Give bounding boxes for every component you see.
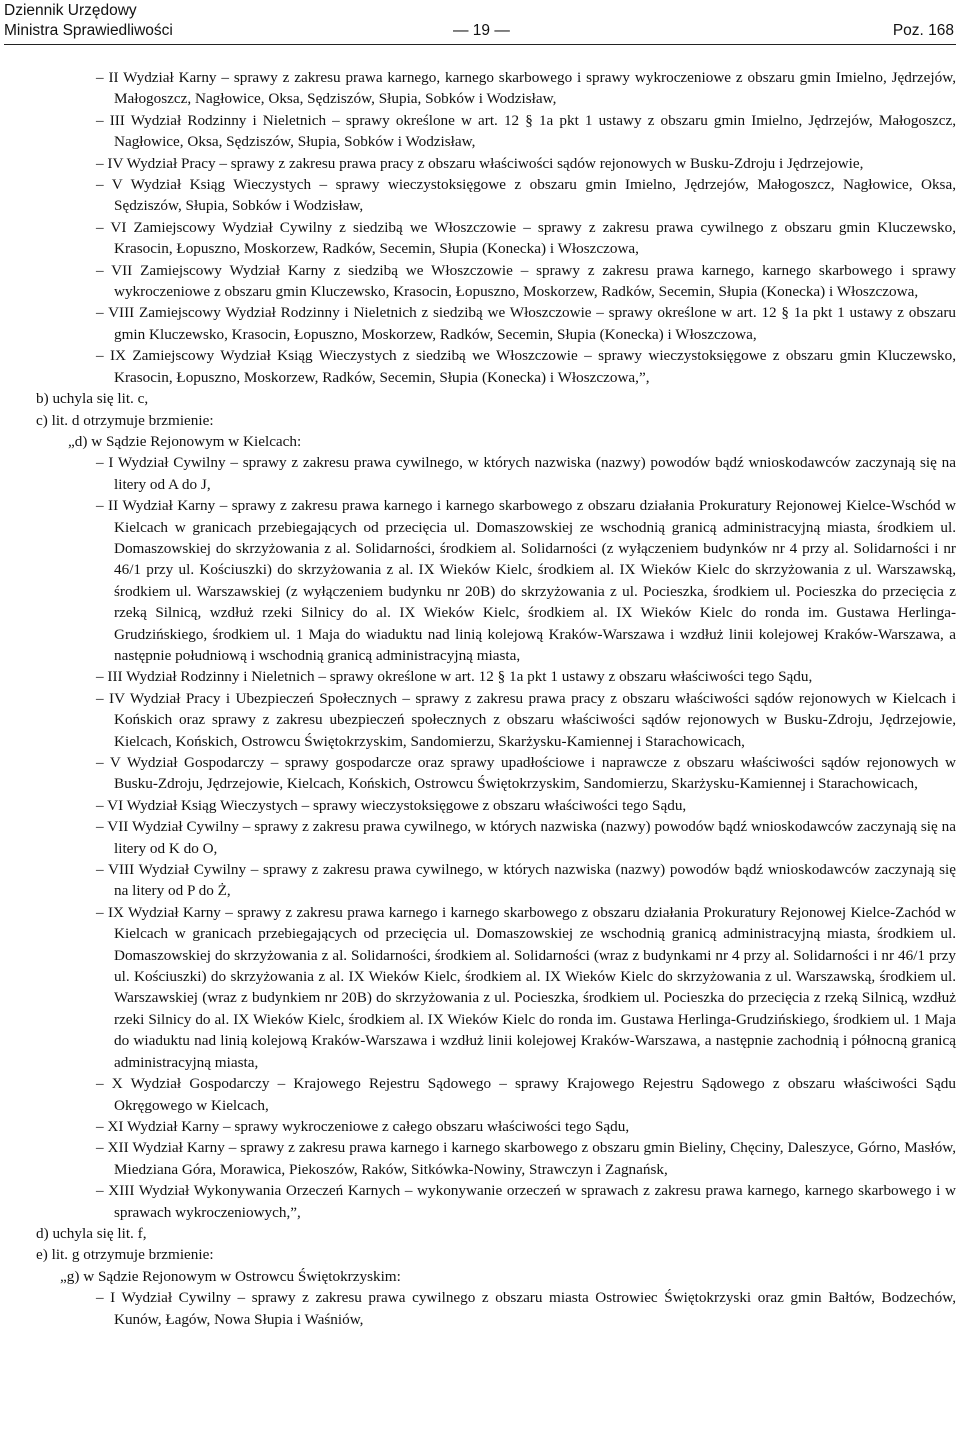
list-item: – VI Wydział Ksiąg Wieczystych – sprawy wieczystoksięgowe z obszaru właściwości tego Sądu, [96,796,687,814]
list-item: – IX Wydział Karny – sprawy z zakresu prawa karnego i karnego skarbowego z obszaru działania Prokuratury Rejonowej Kielce-Zachód w Kielcach w granicach przebiegających od przecięcia ul. Domaszowskiej ze wschodnią granicą administracyjną miasta, środkiem ul. Domaszowskiej do skrzyżowania z al. Solidarności, środkiem al. Solidarności (wraz z budynkami nr 4 przy al. Solidarności i nr 46/1 przy ul. Kościuszki) do skrzyżowania z al. IX Wieków Kielc, środkiem al. IX Wieków Kielc do skrzyżowania z ul. Warszawską, środkiem ul. Warszawskiej (wraz z budynkiem nr 20B) do skrzyżowania z ul. Pocieszka, środkiem ul. Pocieszka do przecięcia z rzeką Silnicą, wzdłuż rzeki Silnicy do al. IX Wieków Kielc, środkiem al. IX Wieków Kielc do ronda im. Gustawa Herlinga-Grudzińskiego, środkiem ul. 1 Maja do wiaduktu nad linią kolejową Kraków-Warszawa i wzdłuż linii kolejowej Kraków-Warszawa, a następnie zachodnią i północną granicą administracyjną miasta, [96,903,956,1071]
header-divider [4,44,956,45]
list-item: – III Wydział Rodzinny i Nieletnich – sprawy określone w art. 12 § 1a pkt 1 ustawy z obszaru właściwości tego Sądu, [96,668,813,686]
list-item: – IX Zamiejscowy Wydział Ksiąg Wieczystych z siedzibą we Włoszczowie – sprawy wieczystoksięgowe z obszaru gmin Kluczewsko, Krasocin, Łopuszno, Moskorzew, Radków, Secemin, Słupia (Konecka) i Włoszczowa,”, [96,347,956,386]
position-number: Poz. 168 [892,22,954,39]
list-item: – I Wydział Cywilny – sprawy z zakresu prawa cywilnego z obszaru miasta Ostrowiec Świętokrzyski oraz gmin Bałtów, Bodzechów, Kunów, Łagów, Nowa Słupia i Waśniów, [96,1289,956,1328]
list-item: – VIII Wydział Cywilny – sprawy z zakresu prawa cywilnego, w których nazwiska (nazwy) powodów bądź wnioskodawców zaczynają się na litery od P do Ż, [96,861,956,900]
list-item: – II Wydział Karny – sprawy z zakresu prawa karnego, karnego skarbowego i sprawy wykroczeniowe z obszaru gmin Imielno, Jędrzejów, Małogoszcz, Nagłowice, Oksa, Sędziszów, Słupia, Sobków i Wodzisław, [96,69,956,108]
list-item: – V Wydział Gospodarczy – sprawy gospodarcze oraz sprawy upadłościowe i naprawcze z obszaru właściwości sądów rejonowych w Busku-Zdroju, Jędrzejowie, Kielcach, Końskich, Ostrowcu Świętokrzyskim, Sandomierzu, Skarżysku-Kamiennej i Starachowicach, [96,754,956,793]
page-number: — 19 — [453,22,510,39]
list-item: – VI Zamiejscowy Wydział Cywilny z siedzibą we Włoszczowie – sprawy z zakresu prawa cywilnego z obszaru gmin Kluczewsko, Krasocin, Łopuszno, Moskorzew, Radków, Secemin, Słupia (Konecka) i Włoszczowa, [96,218,956,258]
paragraph: „d) w Sądzie Rejonowym w Kielcach: [68,432,302,450]
list-item: – XII Wydział Karny – sprawy z zakresu prawa karnego i karnego skarbowego z obszaru gmin Bieliny, Chęciny, Daleszyce, Górno, Masłów, Miedziana Góra, Morawica, Piekoszów, Raków, Sitkówka-Nowiny, Strawczyn i Zagnańsk, [96,1139,956,1178]
list-item: – IV Wydział Pracy i Ubezpieczeń Społecznych – sprawy z zakresu prawa pracy z obszaru właściwości sądów rejonowych w Kielcach i Końskich oraz sprawy z zakresu ubezpieczeń społecznych z obszaru właściwości sądów rejonowych w Busku-Zdroju, Jędrzejowie, Kielcach, Końskich, Ostrowcu Świętokrzyskim, Sandomierzu, Skarżysku-Kamiennej i Starachowicach, [96,689,956,750]
list-item: – VII Zamiejscowy Wydział Karny z siedzibą we Włoszczowie – sprawy z zakresu prawa karnego, karnego skarbowego i sprawy wykroczeniowe z obszaru gmin Kluczewsko, Krasocin, Łopuszno, Moskorzew, Radków, Secemin, Słupia (Konecka) i Włoszczowa, [96,261,956,301]
list-item: – IV Wydział Pracy – sprawy z zakresu prawa pracy z obszaru właściwości sądów rejonowych w Busku-Zdroju i Jędrzejowie, [96,154,864,172]
paragraph: c) lit. d otrzymuje brzmienie: [36,411,214,429]
list-item: – V Wydział Ksiąg Wieczystych – sprawy wieczystoksięgowe z obszaru gmin Imielno, Jędrzejów, Małogoszcz, Nagłowice, Oksa, Sędziszów, Słupia, Sobków i Wodzisław, [96,176,956,215]
paragraph: b) uchyla się lit. c, [36,390,149,408]
list-item: – VII Wydział Cywilny – sprawy z zakresu prawa cywilnego, w których nazwiska (nazwy) powodów bądź wnioskodawców zaczynają się na litery od K do O, [96,818,956,857]
list-item: – X Wydział Gospodarczy – Krajowego Rejestru Sądowego – sprawy Krajowego Rejestru Sądowego z obszaru właściwości Sądu Okręgowego w Kielcach, [96,1075,956,1114]
list-item: – XI Wydział Karny – sprawy wykroczeniowe z całego obszaru właściwości tego Sądu, [96,1117,630,1135]
list-item: – III Wydział Rodzinny i Nieletnich – sprawy określone w art. 12 § 1a pkt 1 ustawy z obszaru gmin Imielno, Jędrzejów, Małogoszcz, Nagłowice, Oksa, Sędziszów, Słupia, Sobków i Wodzisław, [96,111,956,151]
paragraph: „g) w Sądzie Rejonowym w Ostrowcu Świętokrzyskim: [60,1267,401,1285]
publication-info [4,1,173,41]
list-item: – I Wydział Cywilny – sprawy z zakresu prawa cywilnego, w których nazwiska (nazwy) powodów bądź wnioskodawców zaczynają się na litery od A do J, [96,454,956,493]
list-item: – XIII Wydział Wykonywania Orzeczeń Karnych – wykonywanie orzeczeń w sprawach z zakresu prawa karnego, karnego skarbowego i w sprawach wykroczeniowych,”, [96,1182,956,1221]
list-item: – II Wydział Karny – sprawy z zakresu prawa karnego i karnego skarbowego z obszaru działania Prokuratury Rejonowej Kielce-Wschód w Kielcach w granicach przebiegających od przecięcia ul. Domaszowskiej ze wschodnią granicą administracyjną miasta, środkiem ul. Domaszowskiej do skrzyżowania z al. Solidarności, środkiem al. Solidarności (z wyłączeniem budynków nr 4 przy al. Solidarności i nr 46/1 przy ul. Kościuszki) do skrzyżowania z al. IX Wieków Kielc, środkiem al. IX Wieków Kielc do skrzyżowania z ul. Warszawską, środkiem ul. Warszawskiej (z wyłączeniem budynku nr 20B) do skrzyżowania z ul. Pocieszka, środkiem ul. Pocieszka do przecięcia z rzeką Silnicą, wzdłuż rzeki Silnicy do al. IX Wieków Kielc, środkiem al. IX Wieków Kielc do ronda im. Gustawa Herlinga-Grudzińskiego, środkiem ul. 1 Maja do wiaduktu nad linią kolejową Kraków-Warszawa i wzdłuż linii kolejowej Kraków-Warszawa, a następnie południową i wschodnią granicą administracyjną miasta, [96,497,956,664]
document-body [36,67,956,1330]
list-item: – VIII Zamiejscowy Wydział Rodzinny i Nieletnich z siedzibą we Włoszczowie – sprawy określone w art. 12 § 1a pkt 1 ustawy z obszaru gmin Kluczewsko, Krasocin, Łopuszno, Moskorzew, Radków, Secemin, Słupia (Konecka) i Włoszczowa, [96,304,956,343]
ministry-name: Ministra Sprawiedliwości [4,22,173,39]
paragraph: d) uchyla się lit. f, [36,1224,147,1242]
publication-title: Dziennik Urzędowy [4,2,137,19]
page-header [4,0,954,44]
paragraph: e) lit. g otrzymuje brzmienie: [36,1246,214,1264]
